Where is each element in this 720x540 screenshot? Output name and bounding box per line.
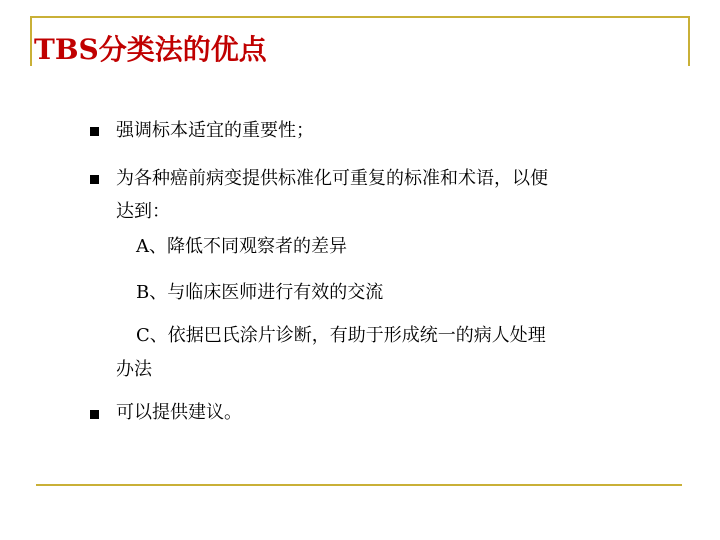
bullet-square-icon <box>90 175 99 184</box>
bullet-text-1: 强调标本适宜的重要性； <box>116 120 314 141</box>
sub-item-b: B、与临床医师进行有效的交流 <box>136 282 384 303</box>
bullet-text-2-line2: 达到： <box>116 201 170 222</box>
sub-item-a: A、降低不同观察者的差异 <box>136 236 347 257</box>
bullet-text-3: 可以提供建议。 <box>116 402 242 423</box>
top-rule <box>30 16 690 18</box>
right-rule <box>688 16 690 66</box>
left-rule <box>30 16 32 66</box>
bullet-square-icon <box>90 410 99 419</box>
bullet-square-icon <box>90 127 99 136</box>
bullet-text-2-line1: 为各种癌前病变提供标准化可重复的标准和术语，以便 <box>116 168 548 189</box>
slide-title: TBS分类法的优点 <box>34 33 267 66</box>
sub-item-c-line1: C、依据巴氏涂片诊断，有助于形成统一的病人处理 <box>136 325 546 346</box>
sub-item-c-line2: 办法 <box>116 359 152 380</box>
bottom-rule <box>36 484 682 486</box>
